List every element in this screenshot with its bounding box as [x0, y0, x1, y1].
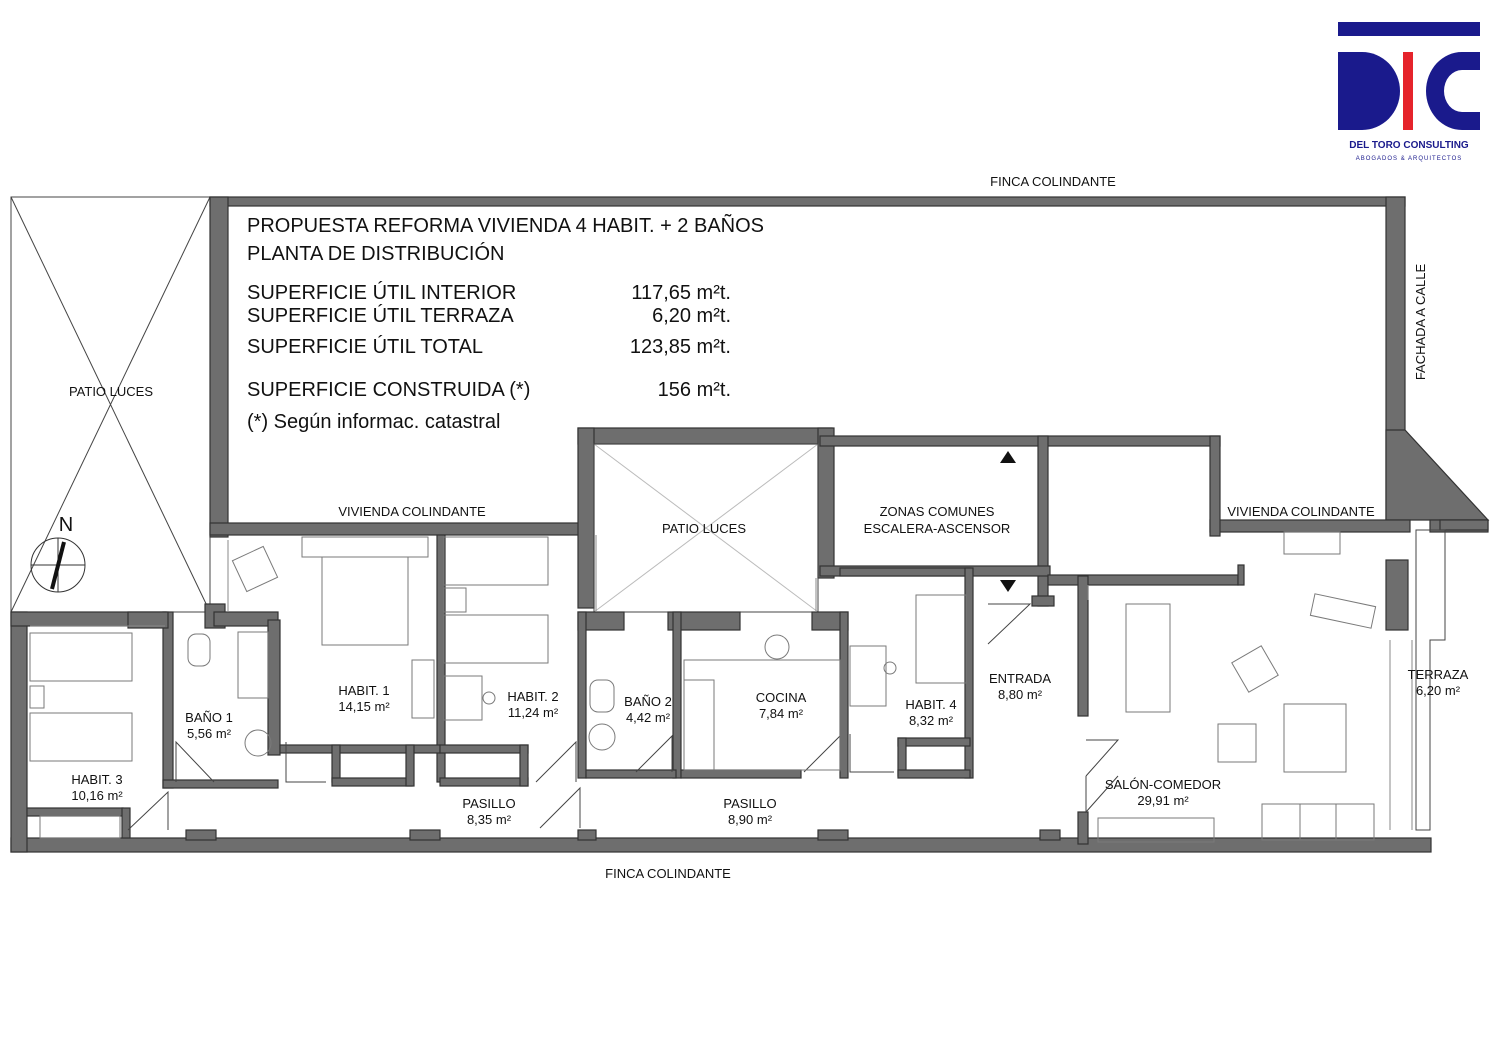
room-area: 5,56 m² [186, 726, 232, 741]
footnote: (*) Según informac. catastral [247, 411, 501, 433]
up-arrow-icon [1000, 451, 1016, 463]
patio-luces-center [578, 428, 834, 612]
surface-value-interior: 117,65 m²t. [631, 282, 731, 304]
vivienda-colindante-right: VIVIENDA COLINDANTE [1227, 504, 1375, 519]
surface-label-interior: SUPERFICIE ÚTIL INTERIOR [247, 282, 517, 304]
room-area: 8,90 m² [727, 812, 773, 827]
outer-walls [11, 197, 1488, 852]
surface-value-construida: 156 m²t. [657, 379, 731, 401]
room-area: 8,35 m² [466, 812, 512, 827]
down-arrow-icon [1000, 580, 1016, 592]
room-area: 4,42 m² [625, 710, 671, 725]
room-name: BAÑO 2 [624, 694, 672, 709]
room-area: 29,91 m² [1137, 793, 1189, 808]
fachada-a-calle: FACHADA A CALLE [1413, 263, 1428, 381]
room-name: HABIT. 3 [71, 772, 123, 787]
room-area: 11,24 m² [507, 705, 559, 720]
room-area: 10,16 m² [71, 788, 123, 803]
surface-label-construida: SUPERFICIE CONSTRUIDA (*) [247, 379, 531, 401]
room-name: HABIT. 2 [507, 689, 559, 704]
room-name: PASILLO [723, 796, 777, 811]
escalera-ascensor-label: ESCALERA-ASCENSOR [863, 521, 1011, 536]
title-line-2: PLANTA DE DISTRIBUCIÓN [247, 243, 505, 265]
surface-value-total: 123,85 m²t. [629, 336, 731, 358]
room-name: SALÓN-COMEDOR [1104, 777, 1222, 792]
room-area: 6,20 m² [1415, 683, 1461, 698]
surface-label-terraza: SUPERFICIE ÚTIL TERRAZA [247, 305, 514, 327]
room-name: TERRAZA [1407, 667, 1469, 682]
room-area: 14,15 m² [338, 699, 390, 714]
logo-subtitle: ABOGADOS & ARQUITECTOS [1355, 156, 1463, 162]
patio-luces-left-label: PATIO LUCES [68, 384, 154, 399]
logo-name: DEL TORO CONSULTING [1349, 140, 1469, 151]
room-name: HABIT. 4 [905, 697, 957, 712]
surface-label-total: SUPERFICIE ÚTIL TOTAL [247, 336, 483, 358]
room-name: ENTRADA [988, 671, 1052, 686]
room-name: HABIT. 1 [338, 683, 390, 698]
surface-value-terraza: 6,20 m²t. [652, 305, 731, 327]
finca-colindante-bottom: FINCA COLINDANTE [605, 866, 731, 881]
room-area: 8,32 m² [908, 713, 954, 728]
vivienda-colindante-left: VIVIENDA COLINDANTE [338, 504, 486, 519]
info-block [247, 213, 764, 433]
compass-north-label: N [58, 514, 74, 536]
finca-colindante-top: FINCA COLINDANTE [990, 174, 1116, 189]
patio-luces-center-label: PATIO LUCES [661, 521, 747, 536]
room-name: PASILLO [462, 796, 516, 811]
room-area: 8,80 m² [997, 687, 1043, 702]
zonas-comunes-label: ZONAS COMUNES [879, 504, 995, 519]
room-name: BAÑO 1 [185, 710, 233, 725]
title-line-1: PROPUESTA REFORMA VIVIENDA 4 HABIT. + 2 BAÑOS [247, 215, 765, 237]
company-logo [1338, 22, 1480, 162]
room-name: COCINA [755, 690, 807, 705]
patio-luces-left [11, 197, 210, 612]
room-area: 7,84 m² [758, 706, 804, 721]
